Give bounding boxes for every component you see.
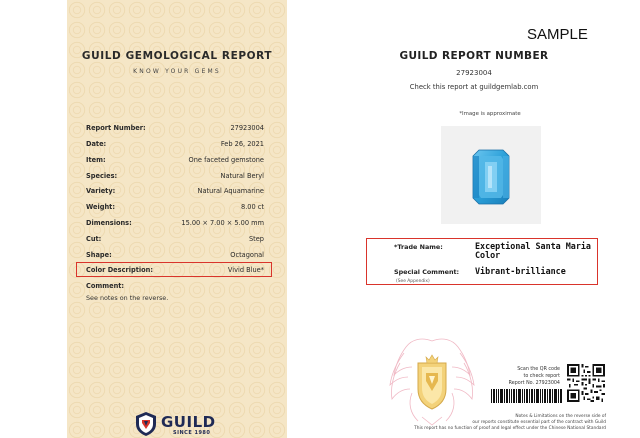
field-date	[86, 140, 264, 152]
fine-print-line: This report has no function of proof and legal effect under the Chinese National Standard	[414, 426, 606, 432]
check-report-link[interactable]: Check this report at guildgemlab.com	[409, 83, 539, 91]
trade-name-value: Exceptional Santa Maria Color	[475, 241, 591, 260]
field-label: Variety:	[86, 187, 116, 195]
image-note: *Image is approximate	[459, 111, 521, 117]
report-title: GUILD GEMOLOGICAL REPORT	[81, 50, 273, 62]
fine-print	[380, 414, 606, 433]
qr-code-icon[interactable]	[567, 364, 605, 402]
field-value: 8.00 ct	[241, 203, 264, 211]
qr-report-number: Report No. 27923004	[508, 381, 560, 386]
comment-note: See notes on the reverse.	[86, 294, 169, 302]
fine-print-line: Notes & Limitations on the reverse side of	[515, 414, 606, 419]
field-dimensions	[86, 219, 264, 231]
sample-stamp: SAMPLE	[527, 26, 588, 43]
fine-print-line: our reports constitute essential part of the contract with Guild	[472, 420, 606, 426]
special-comment-value: Vibrant-brilliance	[475, 266, 566, 276]
gemstone-image	[441, 126, 541, 224]
see-appendix-note: (See Appendix)	[396, 279, 430, 284]
logo-since: SINCE 1980	[173, 430, 211, 436]
field-value: Natural Aquamarine	[197, 187, 264, 195]
field-value: One faceted gemstone	[188, 156, 264, 164]
field-label: Cut:	[86, 235, 102, 243]
right-report-number: 27923004	[456, 69, 492, 77]
field-value: Natural Beryl	[220, 172, 264, 180]
field-label: Species:	[86, 172, 118, 180]
barcode-icon	[491, 389, 563, 403]
field-color-description	[86, 266, 264, 278]
field-label: Report Number:	[86, 124, 146, 132]
field-species	[86, 172, 264, 184]
field-label: Dimensions:	[86, 219, 132, 227]
field-value: Feb 26, 2021	[220, 140, 264, 148]
field-label: Weight:	[86, 203, 115, 211]
field-label: Comment:	[86, 282, 125, 290]
qr-caption-line: Scan the QR code	[517, 367, 560, 372]
right-title: GUILD REPORT NUMBER	[399, 50, 549, 62]
trade-name-label: *Trade Name:	[394, 243, 443, 251]
field-comment	[86, 282, 264, 294]
field-value: Step	[248, 235, 264, 243]
field-value: Vivid Blue*	[227, 266, 264, 274]
special-comment-label: Special Comment:	[394, 268, 460, 276]
field-label: Item:	[86, 156, 106, 164]
field-value: 15.00 × 7.00 × 5.00 mm	[181, 219, 264, 227]
field-label: Color Description:	[86, 266, 153, 274]
field-report-number	[86, 124, 264, 136]
qr-caption	[480, 366, 560, 387]
field-label: Shape:	[86, 251, 112, 259]
logo-wordmark: GUILD	[161, 413, 216, 431]
gemstone-icon	[441, 126, 541, 224]
field-item	[86, 156, 264, 168]
left-report-card	[67, 0, 287, 438]
field-value: Octagonal	[230, 251, 264, 259]
field-variety	[86, 187, 264, 199]
shield-icon	[136, 412, 156, 436]
field-value: 27923004	[230, 124, 264, 132]
field-label: Date:	[86, 140, 107, 148]
report-subtitle: KNOW YOUR GEMS	[133, 68, 221, 75]
field-cut	[86, 235, 264, 247]
qr-caption-line: to check report	[523, 374, 560, 379]
guild-logo	[136, 410, 226, 438]
field-weight	[86, 203, 264, 215]
